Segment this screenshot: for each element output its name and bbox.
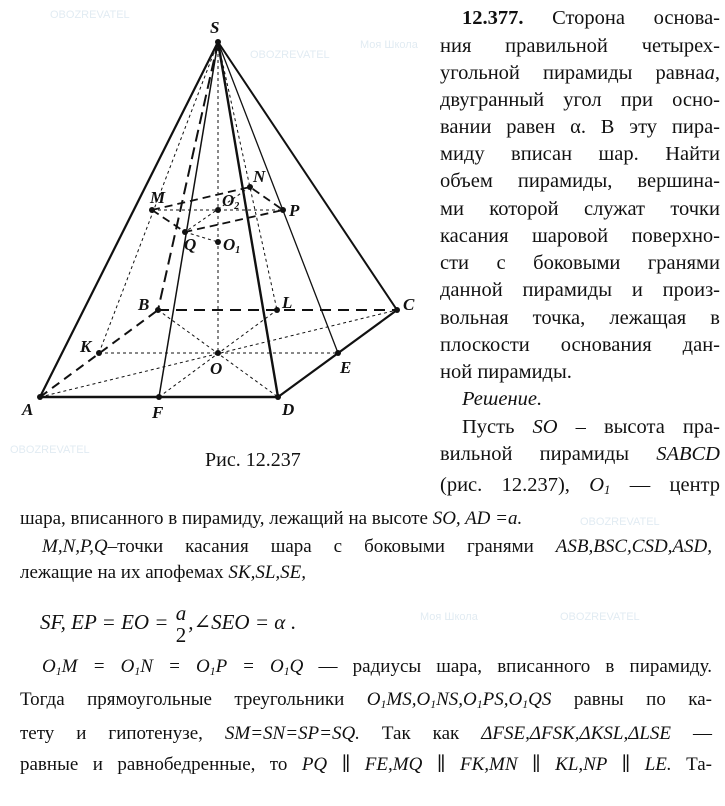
math-text: MS,O [386,689,431,710]
text-segment: равные и равнобедренные, то [20,754,302,775]
text-segment: Сторона основа- [523,7,720,29]
watermark: OBOZREVATEL [560,611,640,623]
watermark: Моя Школа [360,39,418,51]
text-segment: ния правильной четырех- [440,35,720,57]
subscript: 1 [209,664,216,678]
fraction [176,602,187,646]
text-segment: Так как [359,723,482,744]
subscript: 1 [134,664,141,678]
text-line [440,308,720,329]
watermark: OBOZREVATEL [10,444,90,456]
text-segment: — центр [610,474,720,496]
label-P: P [289,201,300,220]
text-segment: касания шаровой поверхно- [440,225,720,247]
math-text: Q [289,656,304,677]
text-segment: – высота пра- [557,416,720,438]
math-text: M = O [61,656,135,677]
fraction-denominator: 2 [175,623,187,648]
text-line [20,755,712,774]
apothem-SE [218,42,338,353]
text-line [440,475,720,497]
text-line [440,362,720,383]
text-line [440,253,720,274]
text-segment: лежащие на их апофемах [20,562,229,583]
subscript: 1 [522,697,529,711]
math-text: SO, AD =a. [432,508,523,529]
text-line [40,602,725,646]
math-text: PS,O [482,689,523,710]
text-segment: вольная точка, лежащая в [440,307,720,329]
watermark: OBOZREVATEL [250,49,330,61]
text-segment: , [714,62,720,84]
math-text: NS,O [436,689,477,710]
math-text: O [366,689,381,710]
math-text: ΔFSE,ΔFSK,ΔKSL,ΔLSE [481,723,672,744]
text-line [20,509,712,528]
text-line [42,537,712,556]
label-A: A [22,400,34,419]
label-O1: O1 [223,235,241,256]
subscript: 1 [604,483,611,498]
text-line [462,417,720,438]
edge-SD [218,42,278,397]
figure-caption: Рис. 12.237 [205,449,301,471]
subscript: 1 [55,664,62,678]
text-line [20,690,712,711]
text-segment: 12.377. [462,7,524,29]
label-M: M [150,188,166,207]
text-segment: вании равен α. В эту пира- [440,116,720,138]
watermark: Моя Школа [420,611,478,623]
math-text: O [42,656,56,677]
text-segment: плоскости основания дан- [440,334,720,356]
text-line [440,90,720,111]
math-text: M,N,P,Q [42,536,108,557]
text-segment: (рис. 12.237), [440,474,590,496]
text-segment: данной пирамиды и произ- [440,279,720,301]
subscript: 1 [380,697,387,711]
text-line [20,724,712,743]
text-segment: ной пирамиды. [440,361,572,383]
text-segment: ми которой служат точки [440,198,720,220]
fraction-numerator: a [175,601,187,625]
text-line [462,8,720,29]
text-line [440,199,720,220]
math-text: PQ ∥ FE,MQ ∥ FK,MN ∥ KL,NP ∥ LE. [301,754,672,775]
label-D: D [282,400,295,419]
text-segment: вильной пирамиды [440,443,657,465]
text-segment: — [671,723,713,744]
text-segment: Тогда прямоугольные треугольники [20,689,367,710]
math-text: N = O [140,656,210,677]
label-F: F [152,403,164,422]
pyramid-figure [0,0,430,440]
math-text: a [704,62,715,84]
text-segment: объем пирамиды, вершина- [440,170,720,192]
text-line [20,563,712,582]
text-segment: миду вписан шар. Найти [440,143,720,165]
text-segment: Пусть [462,416,533,438]
edge-SA [40,42,218,397]
math-text: QS [528,689,552,710]
math-text: SABCD [656,443,720,465]
math-text: P = O [215,656,284,677]
text-segment: угольной пирамиды равна [440,62,705,84]
text-segment: шара, вписанного в пирамиду, лежащий на высоте [20,508,433,529]
text-line [440,444,720,465]
math-text: ASB,BSC,CSD,ASD, [555,536,712,557]
label-N: N [253,167,266,186]
text-segment: тету и гипотенузе, [20,723,225,744]
label-K: K [80,337,92,356]
subscript: 1 [283,664,290,678]
edge-SB [158,42,218,310]
label-E: E [340,358,352,377]
text-line [440,36,720,57]
math-text: SF, EP = EO = [40,609,174,634]
label-S: S [210,18,220,37]
text-line [440,280,720,301]
label-O: O [210,359,223,378]
watermark: OBOZREVATEL [50,9,130,21]
subscript: 1 [476,697,483,711]
edge-SC [218,42,397,310]
text-line [440,226,720,247]
label-O2: O2 [222,191,240,212]
text-segment: Та- [671,754,712,775]
text-segment: сти с боковыми гранями [440,252,720,274]
subscript: 1 [430,697,437,711]
text-line [440,171,720,192]
text-segment: . [285,609,296,634]
text-line [440,144,720,165]
solution-heading: Решение. [462,388,543,410]
text-segment: двугранный угол при осно- [440,89,720,111]
label-C: C [403,295,415,314]
watermark: OBOZREVATEL [580,516,660,528]
math-text: SK,SL,SE, [228,562,307,583]
text-line [440,335,720,356]
math-text: ,∠SEO = α [188,609,286,634]
text-segment: –точки касания шара с боковыми гранями [107,536,556,557]
math-text: SO [532,416,558,438]
math-text: SM=SN=SP=SQ. [224,723,360,744]
text-line [440,63,720,84]
construction-lines [40,42,397,397]
text-line [440,117,720,138]
text-segment: — радиусы шара, вписанного в пирамиду. [303,656,713,677]
points [37,39,400,400]
label-B: B [138,295,150,314]
text-line [42,657,712,678]
math-text: O [589,474,605,496]
text-segment: равны по ка- [551,689,712,710]
label-Q: Q [184,235,197,254]
label-L: L [282,293,293,312]
